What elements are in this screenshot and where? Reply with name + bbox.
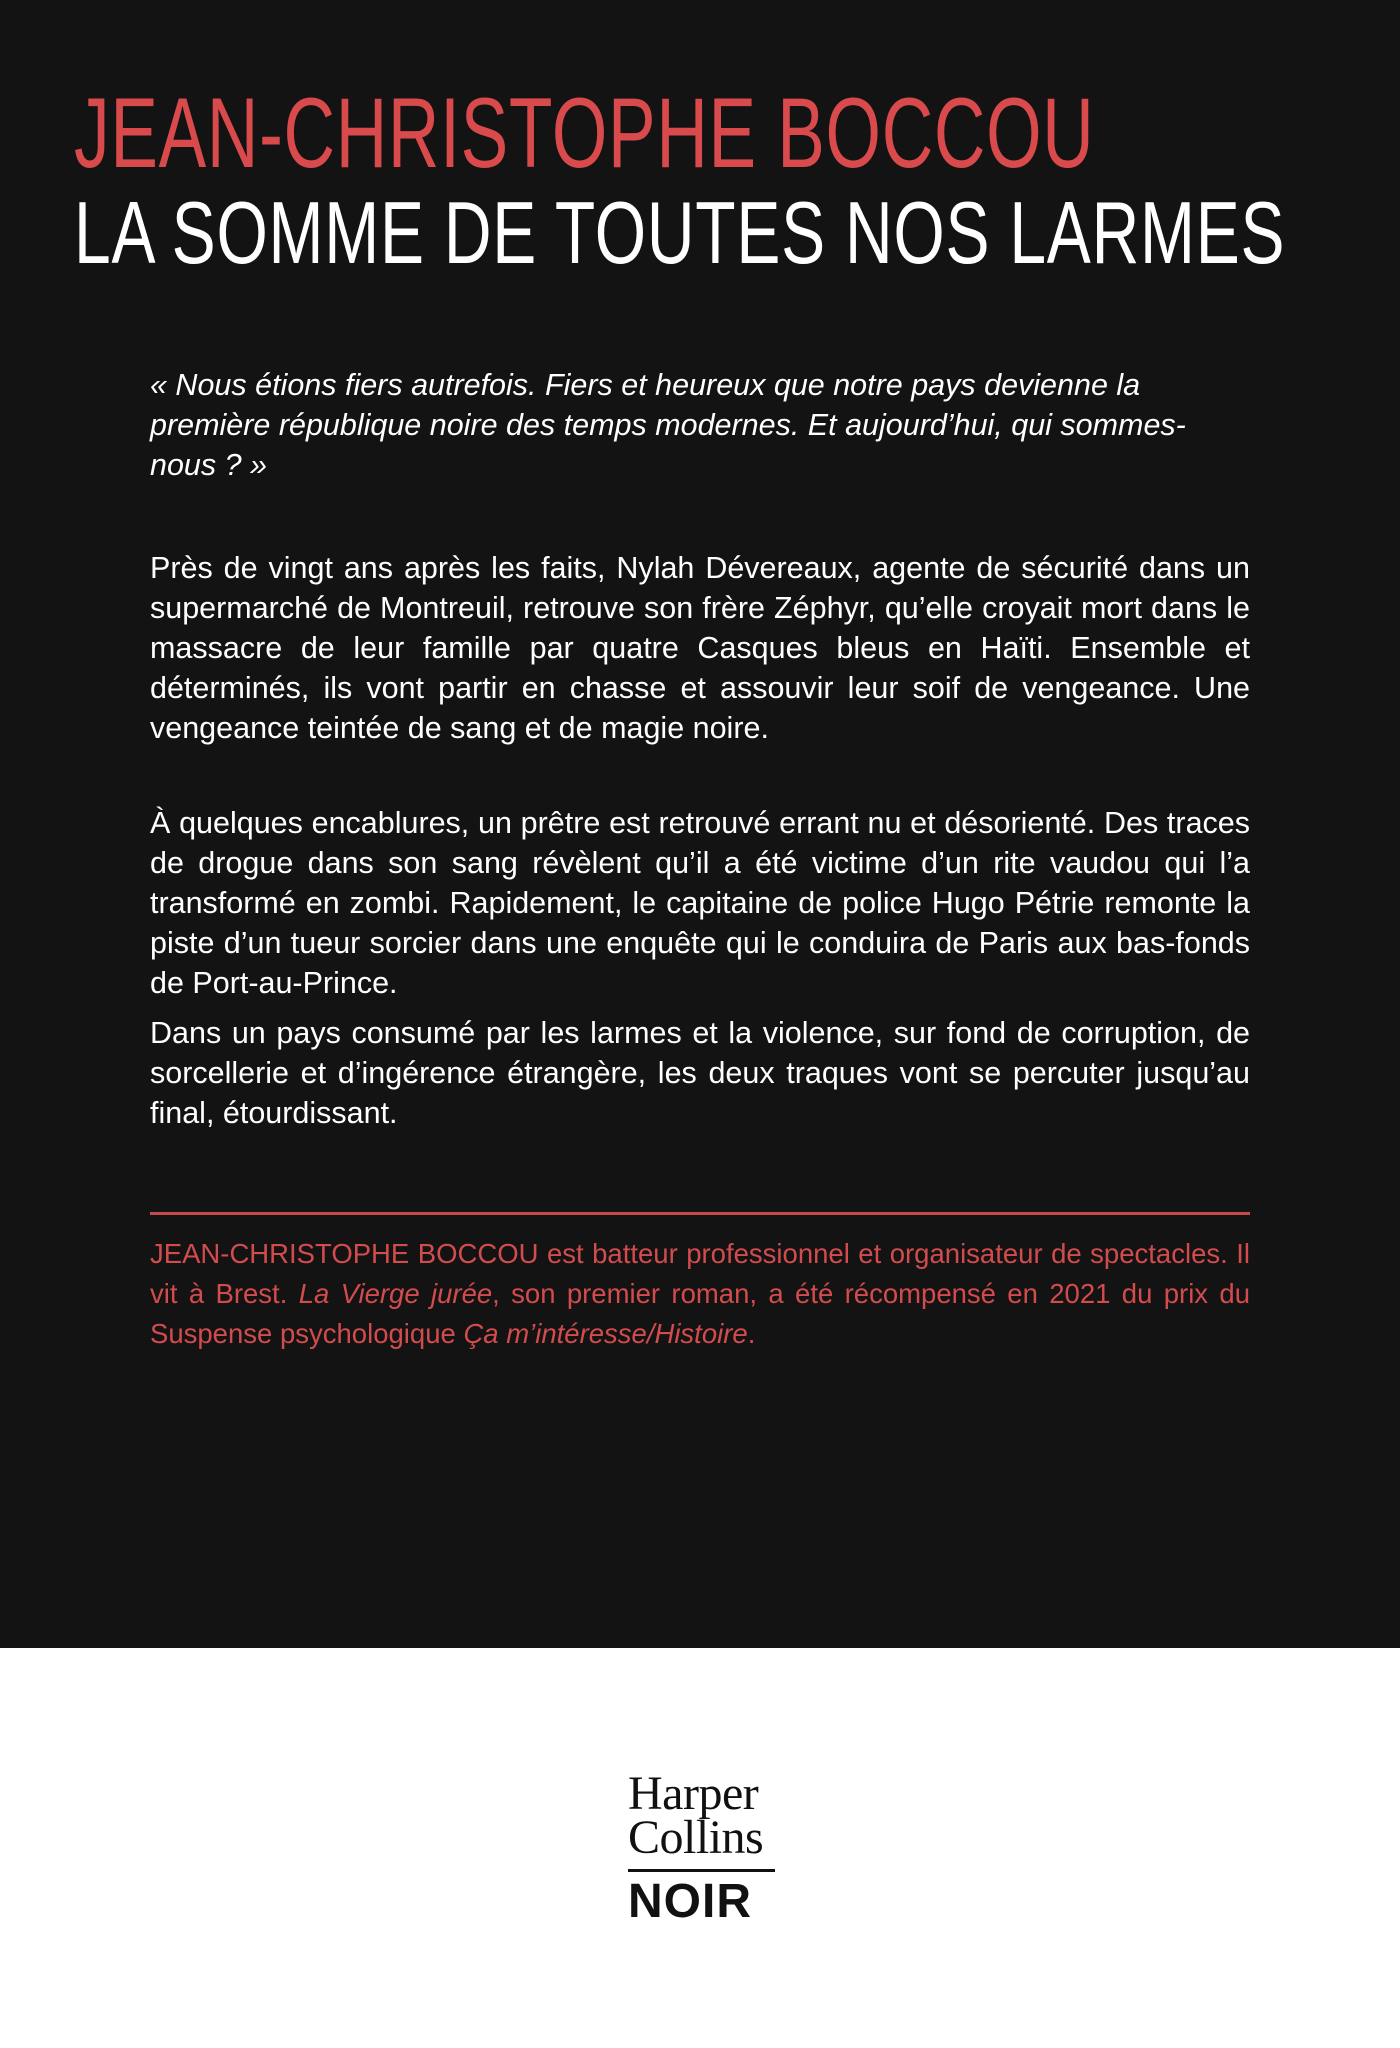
summary-paragraph-3: Dans un pays consumé par les larmes et la violence, sur fond de corruption, de sorcellerie et d’ingérence étrangère, les deux traques vont se percuter jusqu’au final, étourdissant. bbox=[150, 1016, 1250, 1130]
author-bio bbox=[150, 1234, 1250, 1354]
bio-text-2: , son premier roman, a été récompensé en 2021 du prix du Suspense psychologique bbox=[150, 1278, 1250, 1349]
bio-prize-name: Ça m’intéresse/Histoire bbox=[463, 1318, 748, 1349]
summary-paragraph-2: À quelques encablures, un prêtre est retrouvé errant nu et désorienté. Des traces de drogue dans son sang révèlent qu’il a été victime d’un rite vaudou qui l’a transformé en zombi. Rapidement, le capitaine de police Hugo Pétrie remonte la piste d’un tueur sorcier dans une enquête qui le conduira de Paris aux bas-fonds de Port-au-Prince. bbox=[150, 806, 1250, 1000]
author-name: JEAN-CHRISTOPHE BOCCOU bbox=[74, 77, 1095, 188]
epigraph-quote: « Nous étions fiers autrefois. Fiers et heureux que notre pays devienne la première république noire des temps modernes. Et aujourd’hui, qui sommes-nous ? » bbox=[150, 368, 1186, 482]
summary-paragraph-1: Près de vingt ans après les faits, Nylah Dévereaux, agente de sécurité dans un supermarché de Montreuil, retrouve son frère Zéphyr, qu’elle croyait mort dans le massacre de leur famille par quatre Casques bleus en Haïti. Ensemble et déterminés, ils vont partir en chasse et assouvir leur soif de vengeance. Une vengeance teintée de sang et de magie noire. bbox=[150, 551, 1250, 745]
book-title: LA SOMME DE TOUTES NOS LARMES bbox=[74, 183, 1286, 282]
publisher-logo bbox=[628, 1767, 778, 1928]
logo-collins: Collins bbox=[628, 1811, 764, 1864]
bio-text-3: . bbox=[747, 1318, 756, 1349]
section-divider bbox=[150, 1212, 1250, 1215]
logo-rule bbox=[628, 1869, 775, 1872]
logo-noir: NOIR bbox=[628, 1875, 752, 1928]
logo-harper: Harper bbox=[628, 1767, 759, 1820]
bio-book-title: La Vierge jurée bbox=[298, 1278, 493, 1309]
bio-text-1: JEAN-CHRISTOPHE BOCCOU est batteur professionnel et organisateur de spectacles. Il vit à Brest. bbox=[150, 1238, 1250, 1309]
